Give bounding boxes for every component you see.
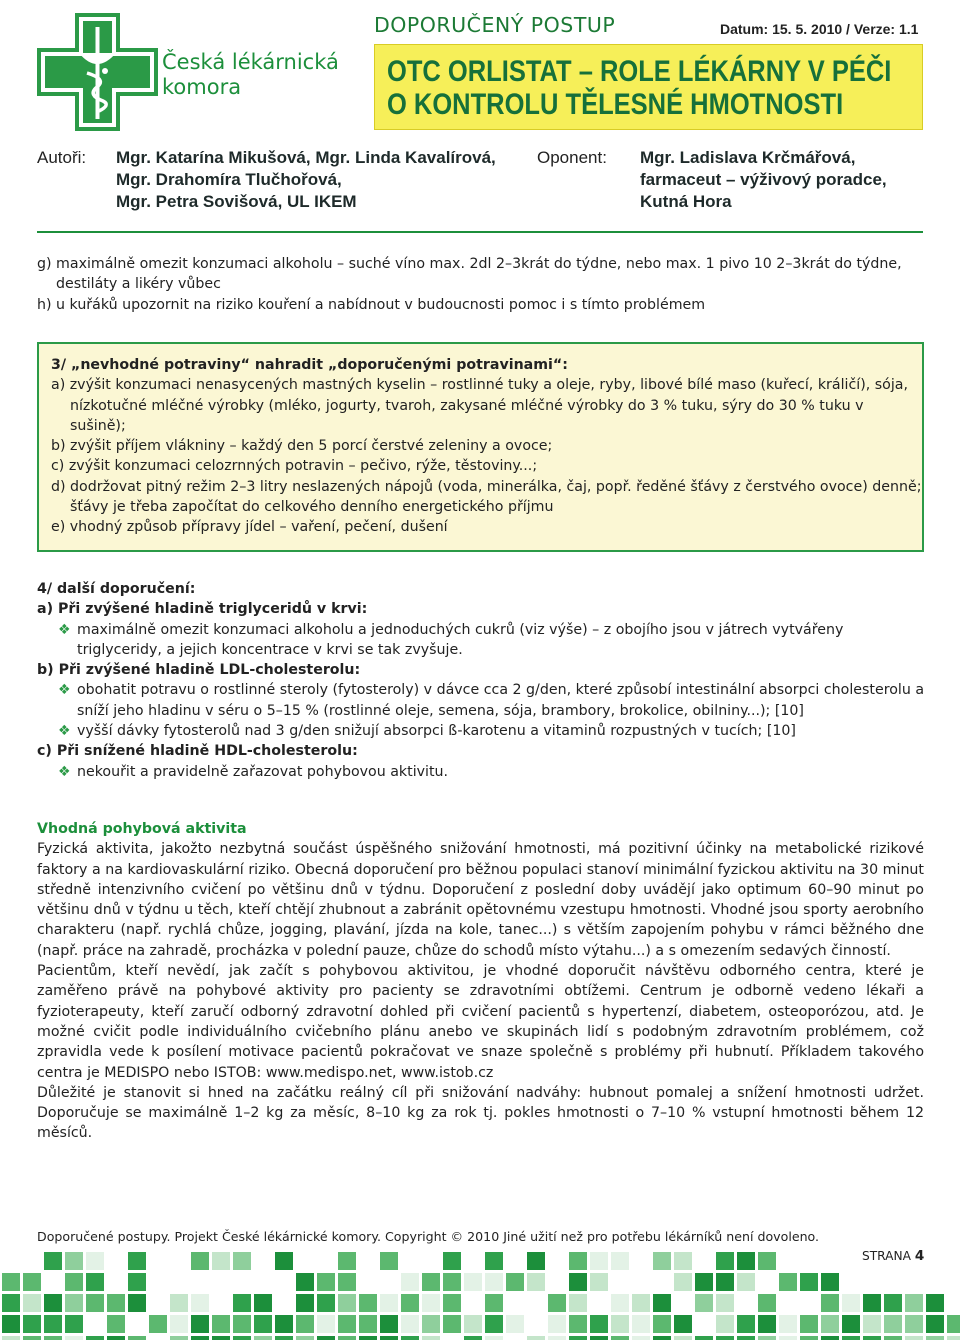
mosaic-tile bbox=[716, 1252, 734, 1270]
mosaic-tile bbox=[947, 1336, 960, 1340]
mosaic-tile bbox=[191, 1294, 209, 1312]
mosaic-tile bbox=[884, 1315, 902, 1333]
mosaic-tile bbox=[86, 1273, 104, 1291]
mosaic-tile bbox=[611, 1252, 629, 1270]
mosaic-tile bbox=[443, 1294, 461, 1312]
mosaic-tile bbox=[884, 1294, 902, 1312]
mosaic-tile bbox=[65, 1294, 83, 1312]
mosaic-tile bbox=[527, 1252, 545, 1270]
mosaic-tile bbox=[653, 1252, 671, 1270]
mosaic-tile bbox=[905, 1336, 923, 1340]
list-item: d) dodržovat pitný režim 2–3 litry neslazených nápojů (voda, minerálka, čaj, popř. ředěné šťávy z čerstvého ovoce) denně; šťávy je třeba započítat do celkového denního energetického příjmu bbox=[51, 478, 922, 516]
mosaic-tile bbox=[485, 1336, 503, 1340]
mosaic-tile bbox=[2, 1273, 20, 1291]
mosaic-tile bbox=[821, 1273, 839, 1291]
mosaic-tile bbox=[65, 1252, 83, 1270]
mosaic-tile bbox=[926, 1336, 944, 1340]
mosaic-tile bbox=[821, 1315, 839, 1333]
mosaic-tile bbox=[170, 1315, 188, 1333]
bullet-text: vyšší dávky fytosterolů nad 3 g/den snižují absorpci ß-karotenu a vitaminů rozpustných v tucích; [10] bbox=[77, 723, 796, 740]
physical-activity-section bbox=[37, 819, 924, 1144]
title-line-1: OTC ORLISTAT – ROLE LÉKÁRNY V PÉČI bbox=[387, 55, 892, 88]
mosaic-tile bbox=[233, 1315, 251, 1333]
mosaic-tile bbox=[86, 1336, 104, 1340]
mosaic-tile bbox=[527, 1336, 545, 1340]
mosaic-tile bbox=[233, 1252, 251, 1270]
mosaic-tile bbox=[338, 1294, 356, 1312]
mosaic-tile bbox=[737, 1252, 755, 1270]
mosaic-tile bbox=[569, 1315, 587, 1333]
mosaic-tile bbox=[86, 1252, 104, 1270]
mosaic-tile bbox=[548, 1336, 566, 1340]
mosaic-tile bbox=[611, 1315, 629, 1333]
author-line: Mgr. Petra Sovišová, UL IKEM bbox=[116, 192, 357, 211]
mosaic-tile bbox=[716, 1336, 734, 1340]
mosaic-tile bbox=[674, 1336, 692, 1340]
mosaic-tile bbox=[65, 1273, 83, 1291]
mosaic-tile bbox=[611, 1336, 629, 1340]
mosaic-tile bbox=[695, 1294, 713, 1312]
opponent-line: farmaceut – výživový poradce, bbox=[640, 170, 887, 189]
decorative-mosaic bbox=[0, 1240, 960, 1340]
title-line-2: O KONTROLU TĚLESNÉ HMOTNOSTI bbox=[387, 88, 844, 121]
mosaic-tile bbox=[359, 1336, 377, 1340]
mosaic-tile bbox=[569, 1252, 587, 1270]
mosaic-tile bbox=[779, 1273, 797, 1291]
page-number-value: 4 bbox=[914, 1248, 925, 1264]
mosaic-tile bbox=[632, 1315, 650, 1333]
mosaic-tile bbox=[275, 1252, 293, 1270]
mosaic-tile bbox=[443, 1252, 461, 1270]
mosaic-tile bbox=[422, 1294, 440, 1312]
diamond-bullet-icon: ❖ bbox=[58, 621, 71, 638]
mosaic-tile bbox=[863, 1294, 881, 1312]
mosaic-tile bbox=[485, 1252, 503, 1270]
mosaic-tile bbox=[590, 1315, 608, 1333]
mosaic-tile bbox=[338, 1315, 356, 1333]
org-name: Česká lékárnická komora bbox=[162, 50, 339, 99]
mosaic-tile bbox=[191, 1336, 209, 1340]
mosaic-tile bbox=[737, 1315, 755, 1333]
mosaic-tile bbox=[317, 1336, 335, 1340]
mosaic-tile bbox=[44, 1336, 62, 1340]
mosaic-tile bbox=[842, 1294, 860, 1312]
mosaic-tile bbox=[23, 1273, 41, 1291]
mosaic-tile bbox=[401, 1273, 419, 1291]
bullet-text: obohatit potravu o rostlinné steroly (fytosteroly) v dávce cca 2 g/den, které způsobí intestinální absorpci cholesterolu a sníží jeho hladinu v séru o 5–15 % (rostlinné oleje, semena, sója, brambory, brokolice, obilniny...); [10] bbox=[77, 682, 925, 719]
mosaic-tile bbox=[779, 1315, 797, 1333]
mosaic-tile bbox=[947, 1315, 960, 1333]
diamond-bullet-icon: ❖ bbox=[58, 763, 71, 780]
mosaic-tile bbox=[338, 1336, 356, 1340]
mosaic-tile bbox=[275, 1336, 293, 1340]
mosaic-tile bbox=[359, 1315, 377, 1333]
bullet-text: maximálně omezit konzumaci alkoholu a jednoduchých cukrů (viz výše) – z obojího jsou v játrech vytvářeny triglyceridy, a jejich koncentrace v krvi se tak zvyšuje. bbox=[77, 621, 844, 658]
bullet-item bbox=[37, 680, 927, 721]
subsection-heading: b) Při zvýšené hladině LDL-cholesterolu: bbox=[37, 662, 361, 679]
mosaic-tile bbox=[653, 1315, 671, 1333]
mosaic-tile bbox=[632, 1336, 650, 1340]
opponent-line: Mgr. Ladislava Krčmářová, bbox=[640, 148, 856, 167]
mosaic-tile bbox=[443, 1273, 461, 1291]
mosaic-tile bbox=[485, 1294, 503, 1312]
list-item: a) zvýšit konzumaci nenasycených mastných kyselin – rostlinné tuky a oleje, ryby, libové bílé maso (kuřecí, králičí), sója, nízkotučné mléčné výrobky (mléko, jogurty, tvaroh, zakysané mléčné výrobky do 3 % tuku, sýry do 30 % tuku v sušině); bbox=[51, 377, 908, 434]
mosaic-tile bbox=[464, 1315, 482, 1333]
footer-copyright: Doporučené postupy. Projekt České lékárnické komory. Copyright © 2010 Jiné užití než pro potřebu lékárníků není dovoleno. bbox=[37, 1229, 820, 1244]
mosaic-tile bbox=[170, 1336, 188, 1340]
mosaic-tile bbox=[23, 1294, 41, 1312]
mosaic-tile bbox=[44, 1315, 62, 1333]
list-item: g) maximálně omezit konzumaci alkoholu – suché víno max. 2dl 2–3krát do týdne, nebo max. 1 pivo 10 2–3krát do týdne, destiláty a likéry vůbec bbox=[37, 256, 902, 293]
mosaic-tile bbox=[212, 1315, 230, 1333]
mosaic-tile bbox=[317, 1294, 335, 1312]
opponent-names bbox=[640, 147, 887, 213]
date-version: Datum: 15. 5. 2010 / Verze: 1.1 bbox=[720, 21, 919, 37]
mosaic-tile bbox=[422, 1315, 440, 1333]
mosaic-tile bbox=[359, 1294, 377, 1312]
mosaic-tile bbox=[380, 1336, 398, 1340]
list-item: c) zvýšit konzumaci celozrnných potravin – pečivo, rýže, těstoviny...; bbox=[51, 458, 538, 475]
header-divider bbox=[37, 231, 923, 233]
mosaic-tile bbox=[107, 1315, 125, 1333]
mosaic-tile bbox=[107, 1336, 125, 1340]
chamber-logo-icon bbox=[37, 13, 158, 131]
mosaic-tile bbox=[317, 1273, 335, 1291]
bullet-item bbox=[37, 620, 927, 661]
mosaic-tile bbox=[905, 1315, 923, 1333]
mosaic-tile bbox=[695, 1273, 713, 1291]
mosaic-tile bbox=[905, 1294, 923, 1312]
opponent-line: Kutná Hora bbox=[640, 192, 732, 211]
document-type: DOPORUČENÝ POSTUP bbox=[374, 13, 616, 37]
mosaic-tile bbox=[758, 1315, 776, 1333]
mosaic-tile bbox=[212, 1252, 230, 1270]
mosaic-tile bbox=[233, 1336, 251, 1340]
mosaic-tile bbox=[464, 1336, 482, 1340]
mosaic-tile bbox=[527, 1273, 545, 1291]
mosaic-tile bbox=[737, 1336, 755, 1340]
mosaic-tile bbox=[779, 1336, 797, 1340]
mosaic-tile bbox=[170, 1294, 188, 1312]
mosaic-tile bbox=[44, 1252, 62, 1270]
mosaic-tile bbox=[380, 1294, 398, 1312]
mosaic-tile bbox=[800, 1273, 818, 1291]
mosaic-tile bbox=[275, 1315, 293, 1333]
mosaic-tile bbox=[758, 1294, 776, 1312]
page-label: STRANA bbox=[862, 1249, 911, 1263]
list-item: h) u kuřáků upozornit na riziko kouření a nabídnout v budoucnosti pomoc i s tímto problémem bbox=[37, 296, 706, 313]
mosaic-tile bbox=[254, 1315, 272, 1333]
bullet-text: nekouřit a pravidelně zařazovat pohybovou aktivitu. bbox=[77, 763, 449, 780]
mosaic-tile bbox=[821, 1294, 839, 1312]
mosaic-tile bbox=[233, 1294, 251, 1312]
bullet-item bbox=[37, 762, 927, 782]
mosaic-tile bbox=[863, 1315, 881, 1333]
list-item: e) vhodný způsob přípravy jídel – vaření, pečení, dušení bbox=[51, 519, 448, 536]
mosaic-tile bbox=[758, 1252, 776, 1270]
mosaic-tile bbox=[695, 1336, 713, 1340]
mosaic-tile bbox=[821, 1336, 839, 1340]
mosaic-tile bbox=[296, 1315, 314, 1333]
mosaic-tile bbox=[800, 1315, 818, 1333]
mosaic-tile bbox=[716, 1294, 734, 1312]
authors-names bbox=[116, 147, 496, 213]
author-line: Mgr. Katarína Mikušová, Mgr. Linda Kavalírová, bbox=[116, 148, 496, 167]
mosaic-tile bbox=[863, 1336, 881, 1340]
mosaic-tile bbox=[296, 1336, 314, 1340]
mosaic-tile bbox=[569, 1273, 587, 1291]
mosaic-tile bbox=[569, 1336, 587, 1340]
mosaic-tile bbox=[674, 1252, 692, 1270]
title-box bbox=[374, 44, 923, 130]
mosaic-tile bbox=[485, 1315, 503, 1333]
diamond-bullet-icon: ❖ bbox=[58, 682, 71, 699]
subsection-heading: a) Při zvýšené hladině triglyceridů v krvi: bbox=[37, 601, 368, 618]
mosaic-tile bbox=[254, 1294, 272, 1312]
mosaic-tile bbox=[842, 1336, 860, 1340]
mosaic-tile bbox=[800, 1336, 818, 1340]
mosaic-tile bbox=[716, 1315, 734, 1333]
paragraph: Fyzická aktivita, jakožto nezbytná součást úspěšného snižování hmotnosti, má pozitivní účinky na metabolické rizikové faktory a na kardiovaskulární riziko. Obecná doporučení pro běžnou populaci stanoví minimální fyzickou aktivitu na 30 minut středně intenzivního cvičení po většinu dnů v týdnu. Doporučení z poslední doby uvádějí jako optimum 60–90 minut po většinu dnů v týdnu u těch, kteří chtějí zhubnout a zabránit opětovnému vzestupu hmotnosti. Vhodné jsou sporty aerobního charakteru (např. rychlá chůze, jogging, plavání, jízda na kole, tanec...) s větším zapojením pohybu v rámci běžného dne (např. práce na zahradě, procházka v polední pauze, chůze do schodů místo výtahu...) a s omezením sedavých činností. bbox=[37, 841, 924, 959]
paragraph: Pacientům, kteří nevědí, jak začít s pohybovou aktivitou, je vhodné doporučit návštěvu odborného centra, které je zaměřeno právě na pohybové aktivity pro pacienty se zdravotními obtížemi. Centrum je odborně vedeno lékaři a fyzioterapeuty, kteří zaručí odborný zdravotní dohled při cvičení pacientů s hypertenzí, diabetem, osteoporózou, atd. Je možné cvičit podle individuálního cvičebního plánu anebo ve skupinách lidí s podobným zdravotním problémem, což zpravidla vede k posílení motivace pacientů pokračovat ve snaze společně s problémy při hubnutí. Příkladem takového centra je MEDISPO nebo ISTOB: www.medispo.net, www.istob.cz bbox=[37, 963, 924, 1081]
diamond-bullet-icon: ❖ bbox=[58, 723, 71, 740]
mosaic-tile bbox=[506, 1273, 524, 1291]
bullet-item bbox=[37, 721, 927, 741]
authors-label: Autoři: bbox=[37, 148, 87, 167]
list-item: b) zvýšit příjem vlákniny – každý den 5 porcí čerstvé zeleniny a ovoce; bbox=[51, 438, 553, 455]
mosaic-tile bbox=[338, 1273, 356, 1291]
mosaic-tile bbox=[23, 1315, 41, 1333]
mosaic-tile bbox=[128, 1252, 146, 1270]
mosaic-tile bbox=[590, 1252, 608, 1270]
opponent-label: Oponent: bbox=[537, 148, 607, 167]
mosaic-tile bbox=[380, 1315, 398, 1333]
page-number bbox=[862, 1246, 924, 1266]
mosaic-tile bbox=[443, 1315, 461, 1333]
mosaic-tile bbox=[65, 1336, 83, 1340]
author-line: Mgr. Drahomíra Tlučhořová, bbox=[116, 170, 342, 189]
mosaic-tile bbox=[44, 1294, 62, 1312]
mosaic-tile bbox=[401, 1294, 419, 1312]
mosaic-tile bbox=[296, 1273, 314, 1291]
paragraph: Důležité je stanovit si hned na začátku reálný cíl při snižování nadváhy: hubnout pomalej a snížení hmotnosti udržet. Doporučuje se maximálně 1–2 kg za měsíc, 8–10 kg za rok tj. pokles hmotnosti o 7–10 % vstupní hmotnosti během 12 měsíců. bbox=[37, 1084, 924, 1142]
mosaic-tile bbox=[590, 1336, 608, 1340]
mosaic-tile bbox=[548, 1315, 566, 1333]
mosaic-tile bbox=[128, 1336, 146, 1340]
mosaic-tile bbox=[422, 1273, 440, 1291]
mosaic-tile bbox=[884, 1336, 902, 1340]
mosaic-tile bbox=[926, 1315, 944, 1333]
mosaic-tile bbox=[842, 1315, 860, 1333]
section-title: Vhodná pohybová aktivita bbox=[37, 821, 247, 837]
mosaic-tile bbox=[632, 1294, 650, 1312]
mosaic-tile bbox=[128, 1294, 146, 1312]
mosaic-tile bbox=[317, 1315, 335, 1333]
mosaic-tile bbox=[926, 1294, 944, 1312]
mosaic-tile bbox=[716, 1273, 734, 1291]
mosaic-tile bbox=[254, 1336, 272, 1340]
mosaic-tile bbox=[569, 1294, 587, 1312]
mosaic-tile bbox=[65, 1315, 83, 1333]
mosaic-tile bbox=[338, 1252, 356, 1270]
mosaic-tile bbox=[86, 1294, 104, 1312]
subsection-heading: c) Při snížené hladině HDL-cholesterolu: bbox=[37, 743, 358, 760]
mosaic-tile bbox=[380, 1252, 398, 1270]
mosaic-tile bbox=[212, 1336, 230, 1340]
mosaic-tile bbox=[191, 1315, 209, 1333]
mosaic-tile bbox=[2, 1315, 20, 1333]
section-heading: 4/ další doporučení: bbox=[37, 581, 196, 597]
box-heading: 3/ „nevhodné potraviny“ nahradit „doporučenými potravinami“: bbox=[51, 357, 568, 373]
mosaic-tile bbox=[401, 1336, 419, 1340]
mosaic-tile bbox=[464, 1273, 482, 1291]
mosaic-tile bbox=[506, 1315, 524, 1333]
mosaic-tile bbox=[296, 1294, 314, 1312]
mosaic-tile bbox=[758, 1336, 776, 1340]
mosaic-tile bbox=[653, 1294, 671, 1312]
mosaic-tile bbox=[23, 1336, 41, 1340]
mosaic-tile bbox=[2, 1294, 20, 1312]
mosaic-tile bbox=[2, 1336, 20, 1340]
mosaic-tile bbox=[149, 1315, 167, 1333]
mosaic-tile bbox=[422, 1336, 440, 1340]
mosaic-tile bbox=[653, 1336, 671, 1340]
mosaic-tile bbox=[737, 1273, 755, 1291]
mosaic-tile bbox=[674, 1273, 692, 1291]
mosaic-tile bbox=[485, 1273, 503, 1291]
mosaic-tile bbox=[128, 1273, 146, 1291]
mosaic-tile bbox=[548, 1294, 566, 1312]
mosaic-tile bbox=[590, 1273, 608, 1291]
mosaic-tile bbox=[674, 1315, 692, 1333]
mosaic-tile bbox=[107, 1294, 125, 1312]
mosaic-tile bbox=[611, 1294, 629, 1312]
recommended-foods-box bbox=[37, 342, 924, 552]
mosaic-tile bbox=[191, 1252, 209, 1270]
further-recommendations bbox=[37, 579, 927, 782]
mosaic-tile bbox=[401, 1315, 419, 1333]
list-continuation bbox=[37, 254, 927, 315]
